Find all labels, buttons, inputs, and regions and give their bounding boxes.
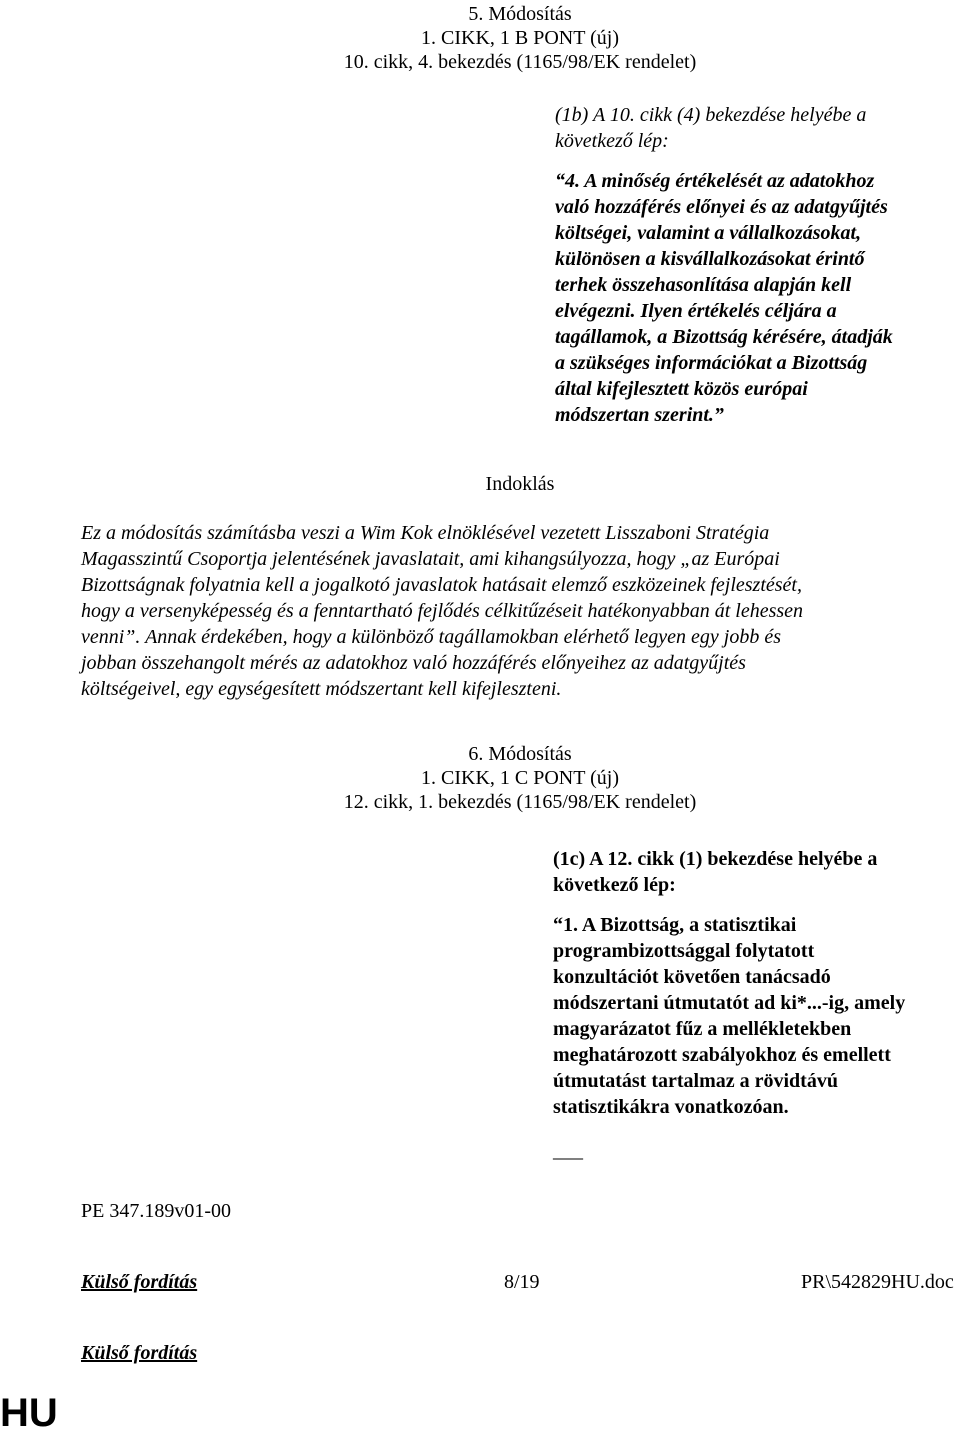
amendment-5-intro-line: (1b) A 10. cikk (4) bekezdése helyébe a — [555, 104, 867, 126]
amendment-6-intro-line: következő lép: — [553, 874, 676, 896]
translation-label: Külső fordítás — [81, 1271, 198, 1293]
amendment-5-text-line: által kifejlesztett közös európai — [555, 378, 808, 400]
amendment-6-title: 6. Módosítás — [468, 743, 572, 765]
amendment-5-text-line: költségei, valamint a vállalkozásokat, — [555, 222, 862, 244]
translation-label-bottom: Külső fordítás — [81, 1342, 198, 1364]
amendment-6-rule: ___ — [553, 1140, 583, 1162]
justification-line: Ez a módosítás számításba veszi a Wim Kok elnöklésével vezetett Lisszaboni Stratégia — [81, 522, 770, 544]
file-reference: PR\542829HU.doc — [801, 1271, 954, 1293]
justification-line: Magasszintű Csoportja jelentésének javaslatait, ami kihangsúlyozza, hogy „az Európai — [81, 548, 780, 570]
amendment-5-text-line: elvégezni. Ilyen értékelés céljára a — [555, 300, 837, 322]
justification-line: költségeivel, egy egységesített módszertant kell kifejleszteni. — [81, 678, 562, 700]
amendment-6-text-line: “1. A Bizottság, a statisztikai — [553, 914, 797, 936]
amendment-5-text-line: különösen a kisvállalkozásokat érintő — [555, 248, 865, 270]
amendment-6-point: 1. CIKK, 1 C PONT (új) — [421, 767, 619, 789]
page-number: 8/19 — [504, 1271, 540, 1293]
justification-line: venni”. Annak érdekében, hogy a különböző tagállamokban elérhető legyen egy jobb és — [81, 626, 781, 648]
justification-text — [81, 520, 960, 702]
amendment-5-text — [555, 102, 960, 428]
amendment-5-title: 5. Módosítás — [468, 3, 572, 25]
amendment-5-text-line: terhek összehasonlítása alapján kell — [555, 274, 852, 296]
amendment-6-heading — [0, 742, 960, 814]
amendment-6-text-line: módszertani útmutatót ad ki*...-ig, amely — [553, 992, 906, 1014]
document-id: PE 347.189v01-00 — [81, 1200, 231, 1222]
amendment-5-reference: 10. cikk, 4. bekezdés (1165/98/EK rendelet) — [343, 51, 697, 73]
justification-line: hogy a versenyképesség és a fenntartható fejlődés célkitűzéseit hatékonyabban át lehessen — [81, 600, 804, 622]
amendment-6-text — [553, 846, 958, 1164]
amendment-6-reference: 12. cikk, 1. bekezdés (1165/98/EK rendelet) — [343, 791, 697, 813]
amendment-6-text-line: útmutatást tartalmaz a rövidtávú — [553, 1070, 838, 1092]
amendment-6-text-line: meghatározott szabályokhoz és emellett — [553, 1044, 891, 1066]
amendment-5-text-line: való hozzáférés előnyei és az adatgyűjtés — [555, 196, 888, 218]
amendment-6-text-line: magyarázatot fűz a mellékletekben — [553, 1018, 852, 1040]
amendment-6-intro-line: (1c) A 12. cikk (1) bekezdése helyébe a — [553, 848, 878, 870]
amendment-5-heading — [0, 2, 960, 74]
amendment-6-text-line: konzultációt követően tanácsadó — [553, 966, 831, 988]
amendment-5-point: 1. CIKK, 1 B PONT (új) — [421, 27, 619, 49]
amendment-5-intro-line: következő lép: — [555, 130, 669, 152]
amendment-6-text-line: programbizottsággal folytatott — [553, 940, 815, 962]
amendment-5-text-line: “4. A minőség értékelését az adatokhoz — [555, 170, 875, 192]
amendment-6-text-line: statisztikákra vonatkozóan. — [553, 1096, 789, 1118]
amendment-5-text-line: a szükséges információkat a Bizottság — [555, 352, 868, 374]
justification-heading: Indoklás — [485, 473, 555, 495]
justification-line: Bizottságnak folyatnia kell a jogalkotó javaslatok hatásait elemző eszközeinek fejlesztését, — [81, 574, 802, 596]
justification-line: jobban összehangolt mérés az adatokhoz való hozzáférés előnyeihez az adatgyűjtés — [81, 652, 746, 674]
amendment-5-text-line: tagállamok, a Bizottság kérésére, átadják — [555, 326, 893, 348]
amendment-5-text-line: módszertan szerint.” — [555, 404, 724, 426]
language-code: HU — [0, 1391, 58, 1435]
